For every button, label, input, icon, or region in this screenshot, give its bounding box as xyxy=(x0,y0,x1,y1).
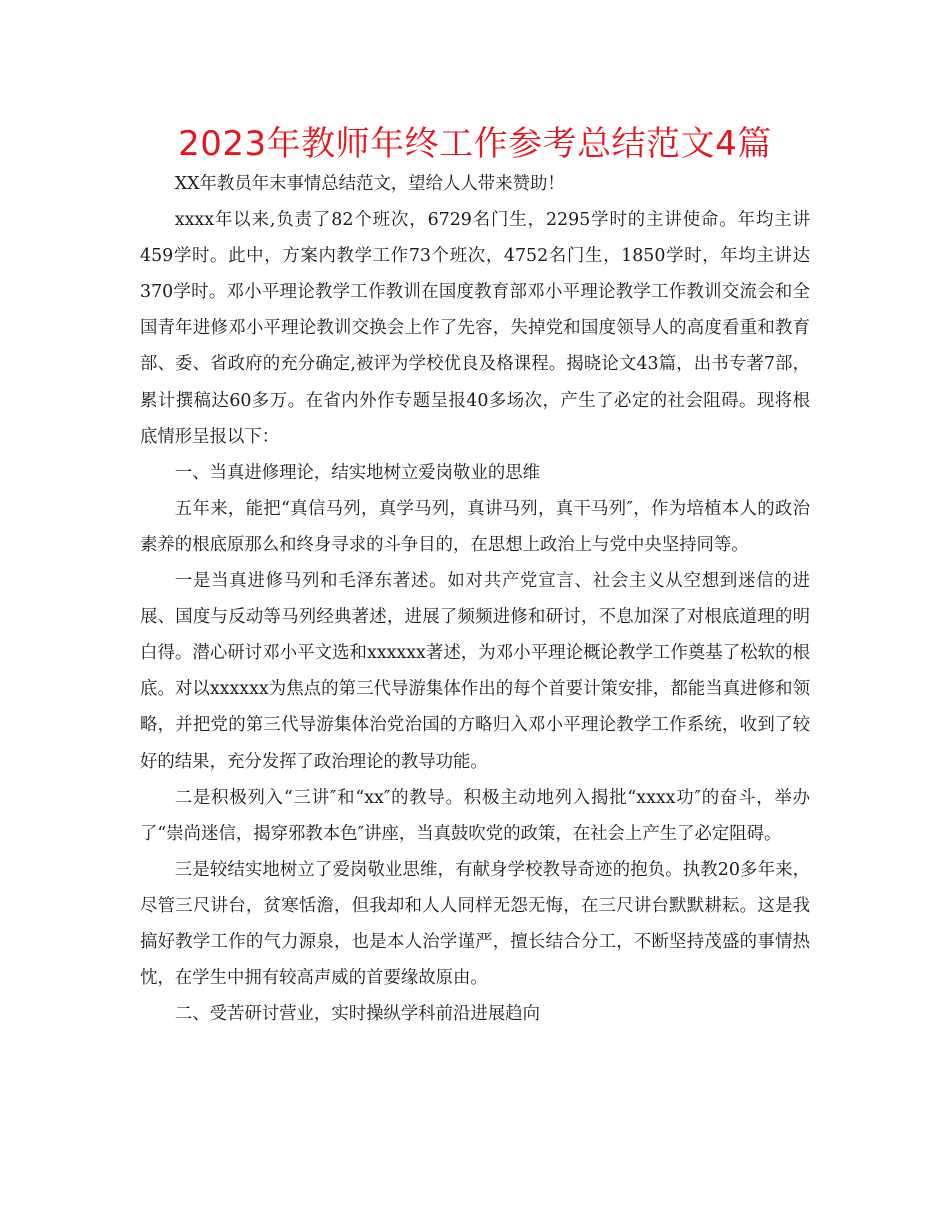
summary-paragraph: xxxx年以来,负责了82个班次，6729名门生，2295学时的主讲使命。年均主讲459学时。此中，方案内教学工作73个班次，4752名门生，1850学时，年均主讲达370学时。邓小平理论教学工作教训在国度教育部邓小平理论教学工作教训交流会和全国青年进修邓小平理论教训交换会上作了先容，失掉党和国度领导人的高度看重和教育部、委、省政府的充分确定,被评为学校优良及格课程。揭晓论文43篇，出书专著7部，累计撰稿达60多万。在省内外作专题呈报40多场次，产生了必定的社会阻碍。现将根底情形呈报以下： xyxy=(140,210,810,447)
body-paragraph: 二是积极列入“三讲″和“xx″的教导。积极主动地列入揭批“xxxx功″的奋斗，举办了“崇尚迷信，揭穿邪教本色″讲座，当真鼓吹党的政策，在社会上产生了必定阻碍。 xyxy=(140,787,810,844)
section-heading-2: 二、受苦研讨营业，实时操纵学科前沿进展趋向 xyxy=(174,1004,541,1025)
section-heading-1: 一、当真进修理论，结实地树立爱岗敬业的思维 xyxy=(174,462,541,483)
document-title: 2023年教师年终工作参考总结范文4篇 xyxy=(178,124,772,164)
intro-paragraph: XX年教员年末事情总结范文，望给人人带来赞助！ xyxy=(174,174,565,194)
body-paragraph: 三是较结实地树立了爱岗敬业思维，有献身学校教导奇迹的抱负。执教20多年来，尽管三尺讲台，贫寒恬澹，但我却和人人同样无怨无悔，在三尺讲台默默耕耘。这是我搞好教学工作的气力源泉，也是本人治学谨严，擅长结合分工，不断坚持茂盛的事情热忱，在学生中拥有较高声威的首要缘故原由。 xyxy=(140,859,810,989)
body-paragraph: 五年来，能把“真信马列，真学马列，真讲马列，真干马列″，作为培植本人的政治素养的根底原那么和终身寻求的斗争目的，在思想上政治上与党中央坚持同等。 xyxy=(140,498,810,555)
document-body xyxy=(140,166,810,1032)
body-paragraph: 一是当真进修马列和毛泽东著述。如对共产党宣言、社会主义从空想到迷信的进展、国度与反动等马列经典著述，进展了频频进修和研讨，不息加深了对根底道理的明白得。潜心研讨邓小平文选和xxxxxx著述，为邓小平理论概论教学工作奠基了松软的根底。对以xxxxxx为焦点的第三代导游集体作出的每个首要计策安排，都能当真进修和领略，并把党的第三代导游集体治党治国的方略归入邓小平理论教学工作系统，收到了较好的结果，充分发挥了政治理论的教导功能。 xyxy=(140,571,810,772)
